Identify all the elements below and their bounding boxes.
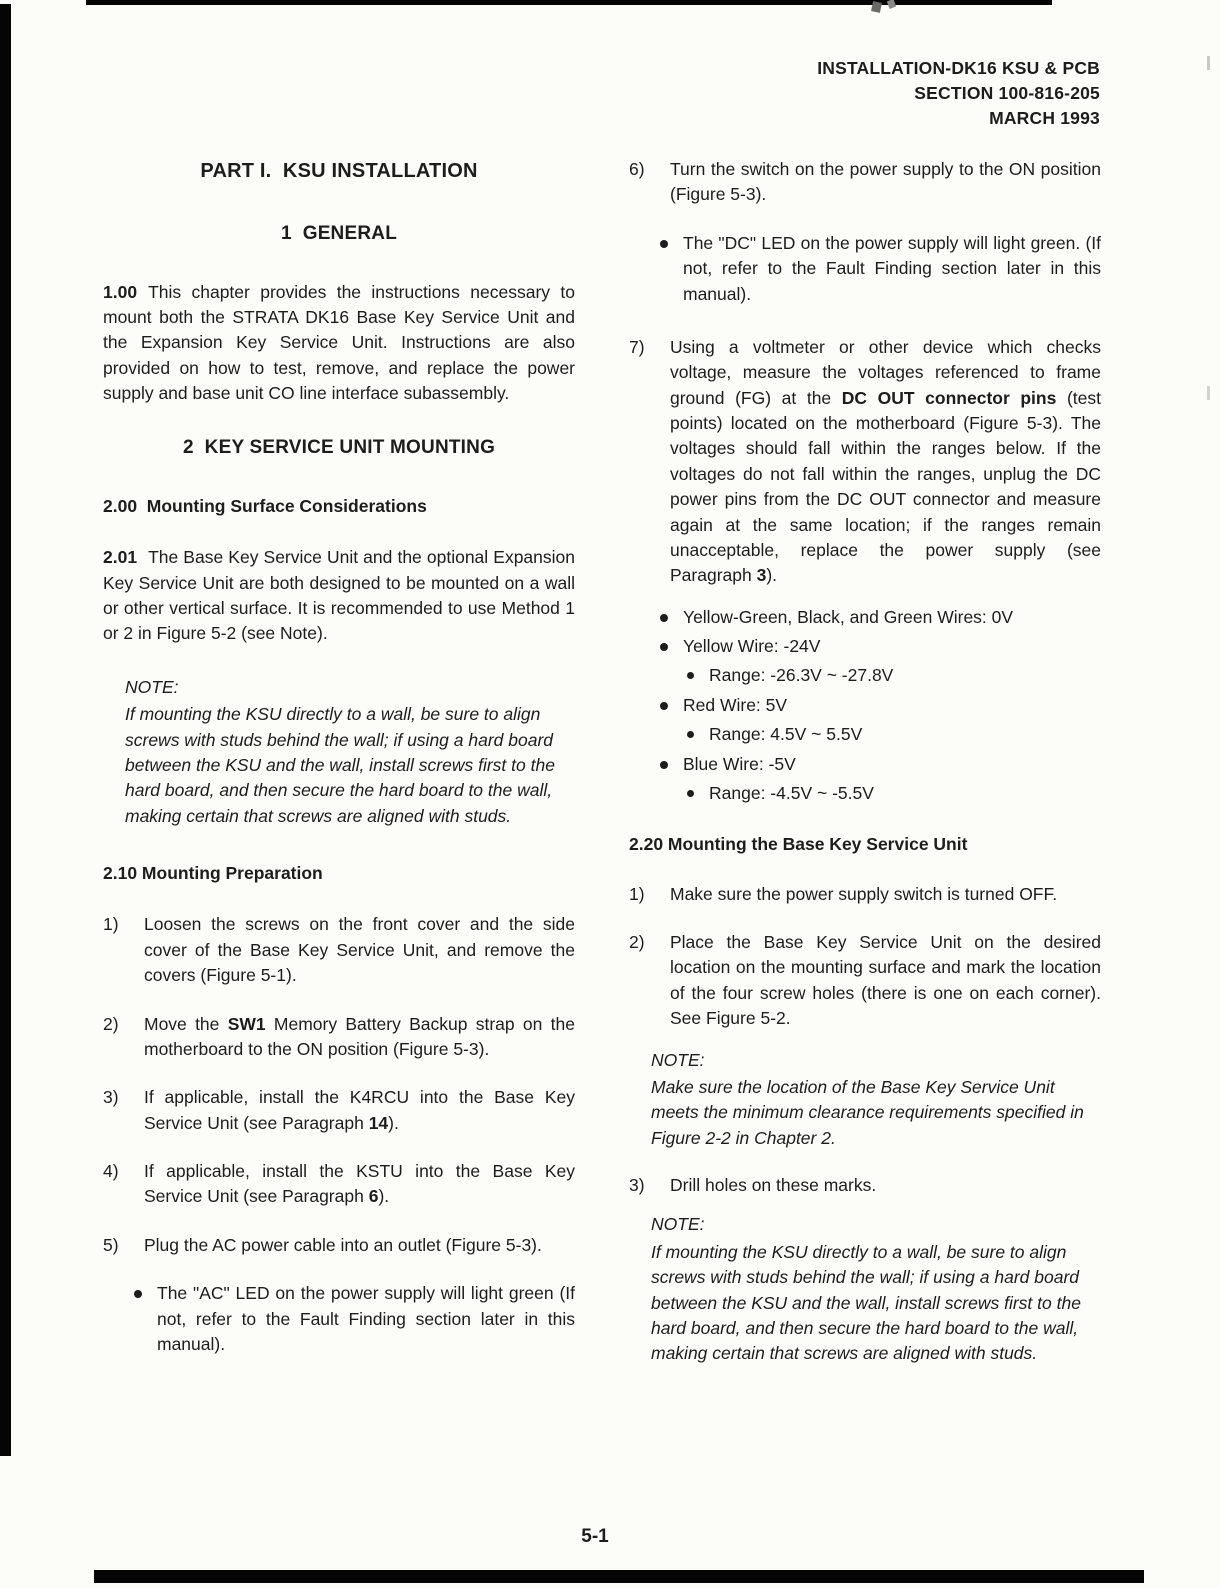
note-label: NOTE: <box>651 1049 705 1070</box>
note-block <box>651 1212 1101 1366</box>
item-text-segment: Loosen the screws on the front cover and the side cover of the Base Key Service Unit, and remove the covers (Figure 5-1). <box>144 914 575 986</box>
bullet-text: Range: 4.5V ~ 5.5V <box>709 724 863 745</box>
bullet-text: The "AC" LED on the power supply will light green (If not, refer to the Fault Finding section later in this manual). <box>157 1283 575 1354</box>
bullet-item-dc-led <box>660 231 1101 307</box>
section-mounting-title: 2 KEY SERVICE UNIT MOUNTING <box>182 437 496 459</box>
item-number: 2) <box>629 932 645 952</box>
item-text-bold: SW1 <box>227 1013 266 1034</box>
numbered-item <box>103 1159 575 1210</box>
numbered-item <box>103 1012 575 1063</box>
bullet-icon <box>687 672 694 679</box>
item-text-segment: If applicable, install the K4RCU into the Base Key Service Unit (see Paragraph <box>144 1087 575 1133</box>
section-general-title: 1 GENERAL <box>280 223 398 244</box>
part-title: PART I. KSU INSTALLATION <box>200 160 478 182</box>
paragraph-number: 2.01 <box>103 547 138 568</box>
item-text: Make sure the power supply switch is turned OFF. <box>670 883 1058 904</box>
bullet-item-wire <box>660 693 1101 718</box>
item-text-segment: ). <box>766 565 778 586</box>
item-text-bold: DC OUT connector pins <box>841 387 1057 408</box>
paragraph-number: 1.00 <box>103 281 138 302</box>
item-text <box>144 1159 575 1210</box>
heading-2-10: 2.10 Mounting Preparation <box>103 863 323 884</box>
numbered-item <box>629 882 1101 907</box>
paragraph-text: The Base Key Service Unit and the optional Expansion Key Service Unit are both designed to be mounted on a wall or other vertical surface. It is recommended to use Method 1 or 2 in Figure 5-2 (see Note). <box>103 547 575 644</box>
item-number: 1) <box>629 883 645 904</box>
item-text-bold: 14 <box>368 1112 389 1133</box>
item-text-segment: Memory Battery Backup strap on the motherboard to the ON position (Figure 5-3). <box>144 1013 575 1059</box>
numbered-item <box>629 1173 1101 1198</box>
header-date: MARCH 1993 <box>989 107 1100 128</box>
header-section-number: SECTION 100-816-205 <box>914 82 1100 103</box>
item-text-segment: ). <box>388 1112 399 1133</box>
scan-artifact-margin-tick <box>1207 56 1210 70</box>
item-text <box>144 1233 575 1258</box>
bullet-item-range <box>687 663 1101 688</box>
item-text <box>144 1012 575 1063</box>
bullet-item-wire <box>660 752 1101 777</box>
item-text <box>144 1085 575 1136</box>
bullet-text: Range: -26.3V ~ -27.8V <box>709 665 894 686</box>
heading-2-20: 2.20 Mounting the Base Key Service Unit <box>629 834 968 855</box>
bullet-text: Yellow Wire: -24V <box>683 636 821 656</box>
left-column <box>103 157 575 1380</box>
bullet-icon <box>660 614 668 622</box>
scan-artifact-margin-tick <box>1207 386 1210 400</box>
bullet-item-wire <box>660 605 1101 630</box>
numbered-item <box>629 930 1101 1032</box>
page-number: 5-1 <box>581 1526 609 1547</box>
item-number: 6) <box>629 159 645 179</box>
item-text: Drill holes on these marks. <box>670 1175 877 1195</box>
note-label: NOTE: <box>125 676 179 697</box>
item-number: 7) <box>629 336 645 357</box>
paragraph-text: This chapter provides the instructions necessary to mount both the STRATA DK16 Base Key Service Unit and the Expansion Key Service Unit. Instructions are also provided on how to test, remove, and replace the power supply and base unit CO line interface subassembly. <box>103 281 575 404</box>
bullet-icon <box>660 643 668 651</box>
numbered-item <box>103 912 575 988</box>
bullet-icon <box>134 1290 142 1298</box>
page-footer <box>0 1526 1190 1548</box>
item-number: 3) <box>103 1087 119 1108</box>
bullet-item-range <box>687 781 1101 806</box>
item-text: Place the Base Key Service Unit on the desired location on the mounting surface and mark the location of the four screw holes (there is one on each corner). See Figure 5-2. <box>670 932 1101 1029</box>
paragraph-1-00 <box>103 280 575 407</box>
scan-artifact-left-bar <box>0 4 11 1456</box>
numbered-item <box>103 1085 575 1136</box>
item-number: 3) <box>629 1175 645 1195</box>
item-text-bold: 3 <box>756 565 767 586</box>
bullet-icon <box>660 702 668 710</box>
bullet-text: Blue Wire: -5V <box>683 753 796 774</box>
bullet-icon <box>660 240 668 248</box>
numbered-item <box>629 335 1101 589</box>
note-text: If mounting the KSU directly to a wall, be sure to align screws with studs behind the wall; if using a hard board between the KSU and the wall, install screws first to the hard board, and then secure the hard board to the wall, making certain that screws are aligned with studs. <box>125 704 555 826</box>
bullet-text: Red Wire: 5V <box>683 694 788 715</box>
item-text-segment: Move the <box>144 1013 228 1034</box>
bullet-icon <box>687 731 694 738</box>
item-number: 4) <box>103 1161 119 1182</box>
note-block <box>125 675 575 829</box>
item-text-segment: If applicable, install the KSTU into the Base Key Service Unit (see Paragraph <box>144 1161 575 1207</box>
item-text-segment: Using a voltmeter or other device which checks voltage, measure the voltages referenced to frame ground (FG) at the <box>670 336 1101 408</box>
item-number: 5) <box>103 1234 119 1255</box>
document-header <box>817 56 1100 131</box>
note-text: If mounting the KSU directly to a wall, be sure to align screws with studs behind the wall; if using a hard board between the KSU and the wall, install screws first to the hard board, and then secure the hard board to the wall, making certain that screws are aligned with studs. <box>651 1241 1081 1364</box>
numbered-item <box>629 157 1101 208</box>
right-column <box>629 157 1101 1367</box>
item-text <box>670 335 1101 589</box>
bullet-text: The "DC" LED on the power supply will light green. (If not, refer to the Fault Finding section later in this manual). <box>683 232 1101 304</box>
note-text: Make sure the location of the Base Key Service Unit meets the minimum clearance requirements specified in Figure 2-2 in Chapter 2. <box>651 1076 1084 1148</box>
bullet-text: Range: -4.5V ~ -5.5V <box>709 782 874 803</box>
item-text <box>144 912 575 988</box>
paragraph-2-01 <box>103 545 575 647</box>
bullet-icon <box>687 790 694 797</box>
scan-artifact-noise <box>871 1 882 13</box>
item-text-bold: 6 <box>368 1186 379 1207</box>
numbered-item <box>103 1233 575 1258</box>
item-number: 1) <box>103 914 119 935</box>
heading-2-00: 2.00 Mounting Surface Considerations <box>103 495 427 516</box>
item-number: 2) <box>103 1013 119 1034</box>
bullet-icon <box>660 761 668 769</box>
item-text-segment: ). <box>378 1186 390 1207</box>
bullet-text: Yellow-Green, Black, and Green Wires: 0V <box>683 606 1014 627</box>
note-block <box>651 1048 1101 1152</box>
note-label: NOTE: <box>651 1214 705 1235</box>
voltage-bullet-list <box>629 605 1101 807</box>
scan-artifact-bottom-bar <box>94 1570 1144 1583</box>
item-text: Turn the switch on the power supply to the ON position (Figure 5-3). <box>670 159 1101 205</box>
bullet-item-range <box>687 722 1101 747</box>
header-doc-title: INSTALLATION-DK16 KSU & PCB <box>817 58 1100 78</box>
scan-artifact-top-line <box>86 0 1052 5</box>
item-text-segment: Plug the AC power cable into an outlet (Figure 5-3). <box>144 1234 542 1255</box>
bullet-item-ac-led <box>134 1281 575 1357</box>
item-text-segment: (test points) located on the motherboard (Figure 5-3). The voltages should fall within the ranges below. If the voltages do not fall within the ranges, unplug the DC power pins from the DC OUT connector and measure again at the same location; if the ranges remain unacceptable, replace the power supply (see Paragraph <box>670 387 1101 586</box>
bullet-item-wire <box>660 634 1101 659</box>
